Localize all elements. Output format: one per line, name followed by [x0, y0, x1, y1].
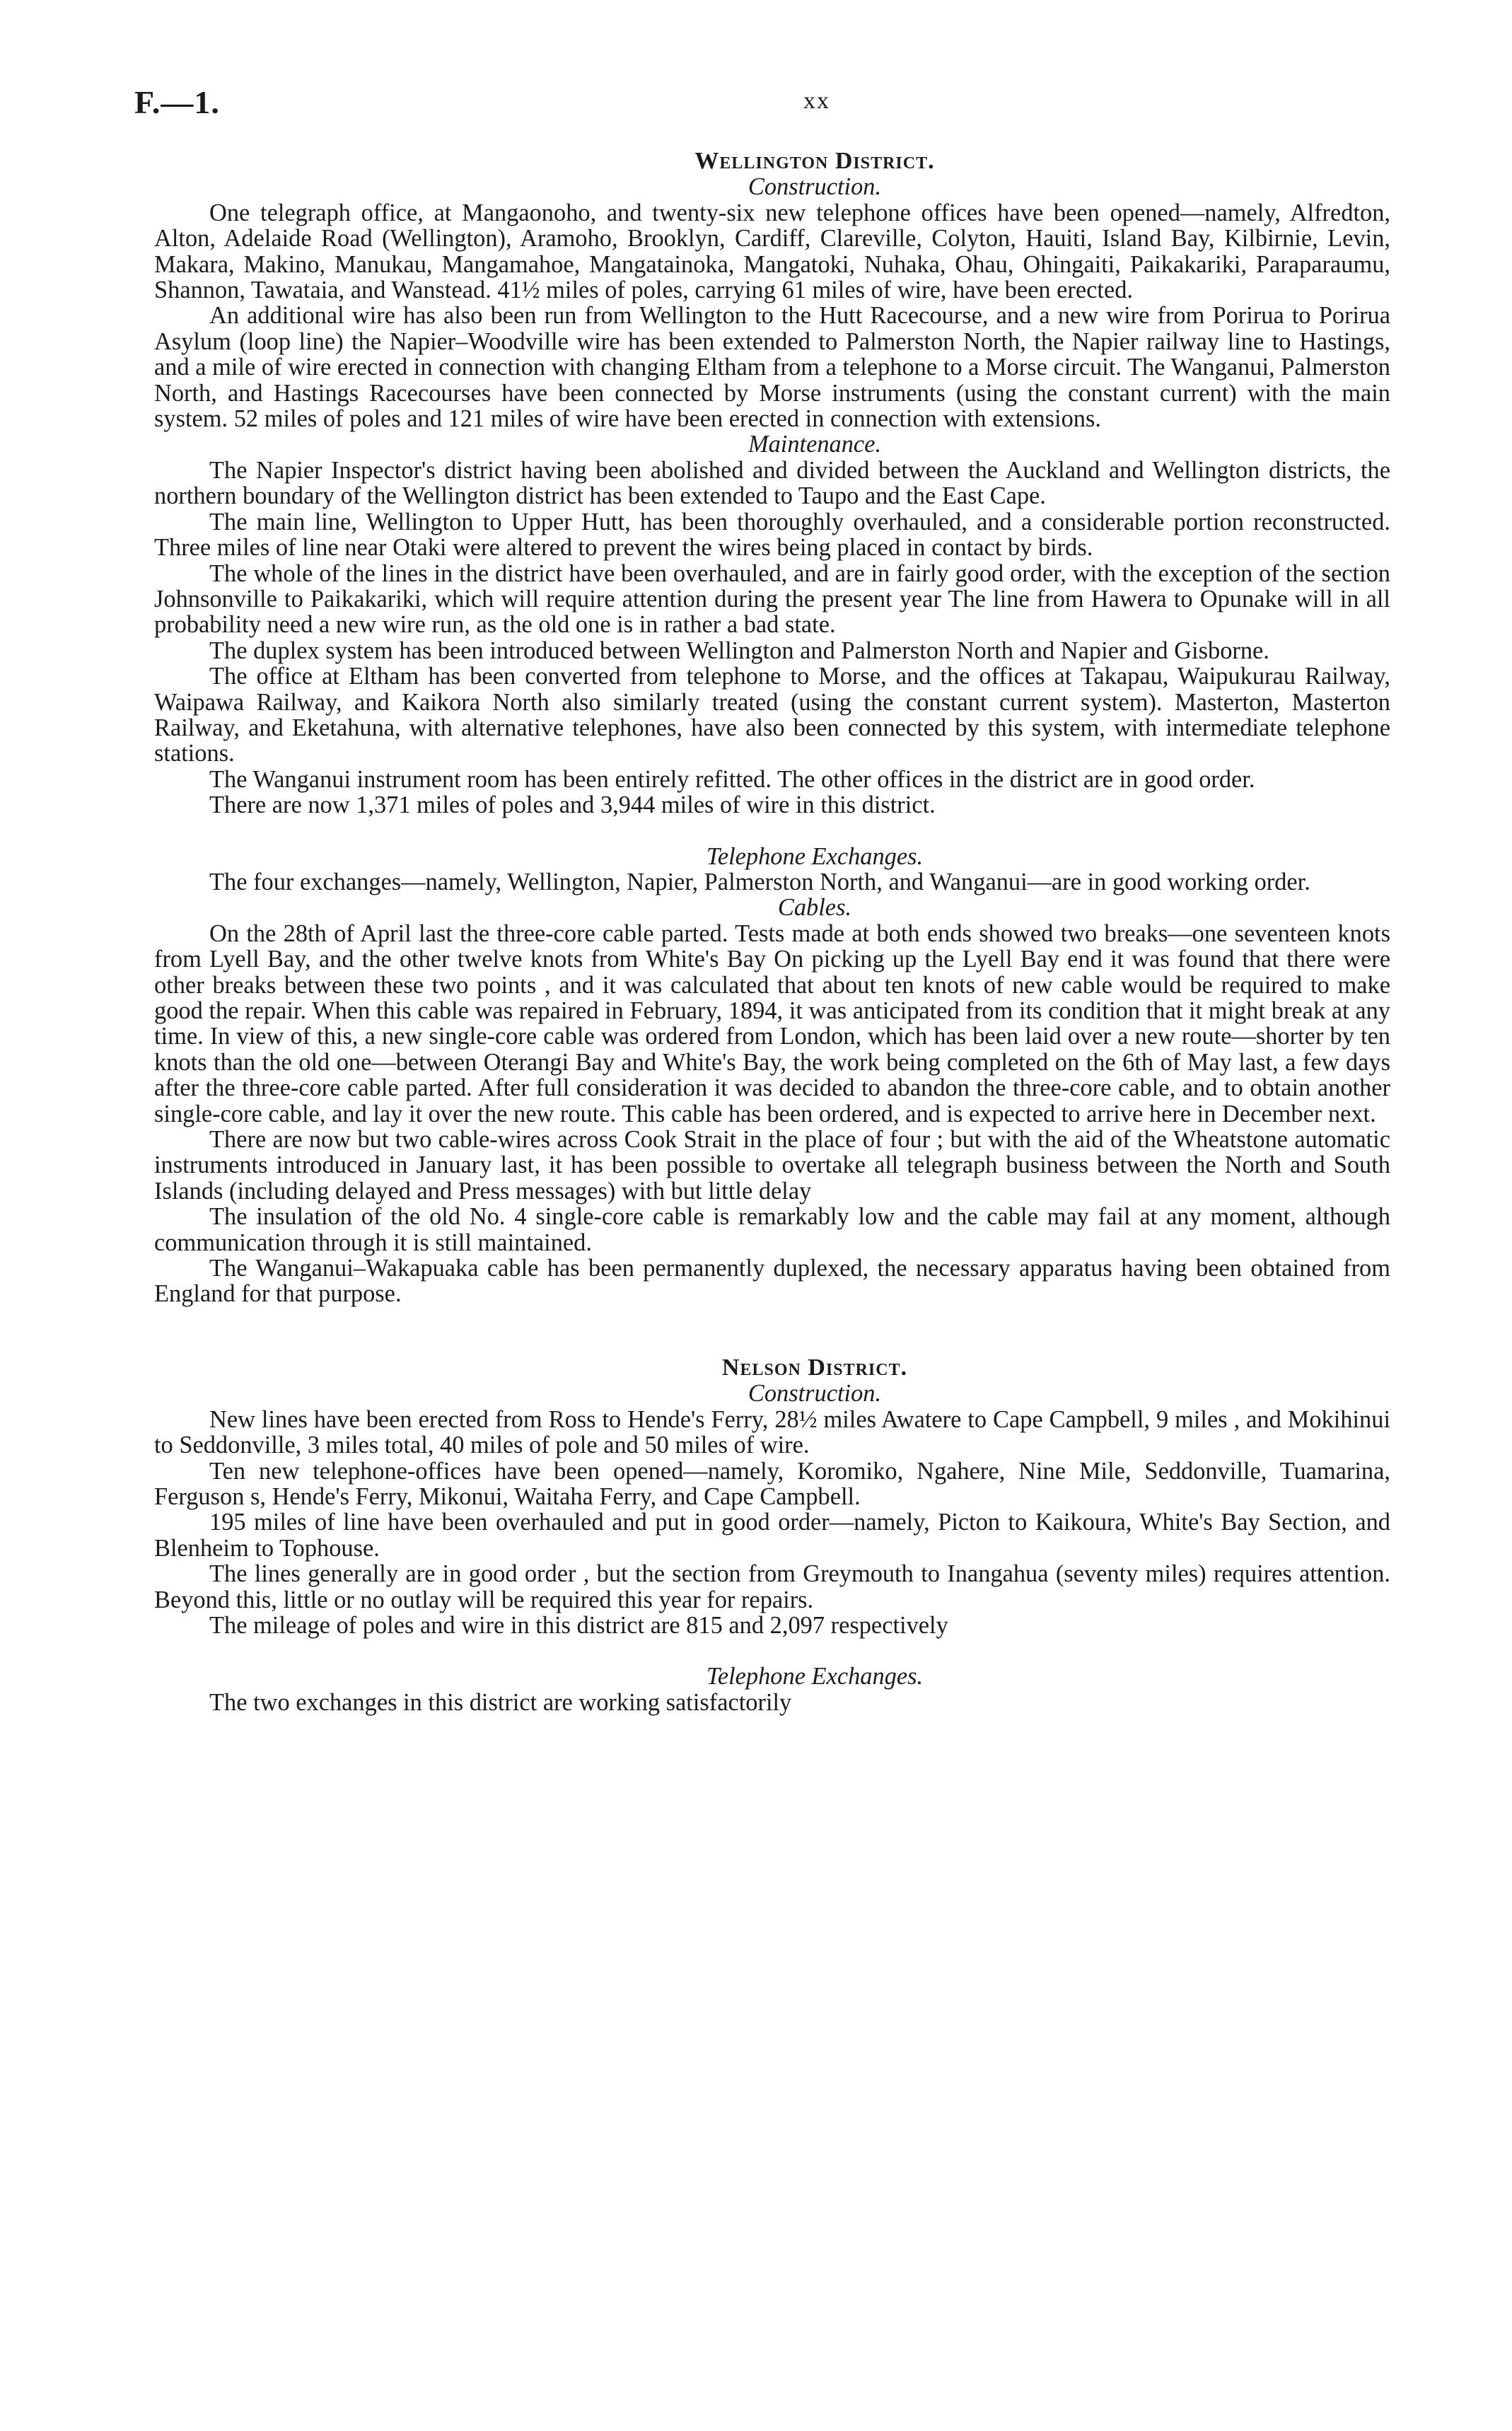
wellington-district-section: [154, 149, 1390, 1307]
paragraph: One telegraph office, at Mangaonoho, and twenty-six new telephone offices have been opened—namely, Alfredton, Alton, Adelaide Road (Wellington), Aramoho, Brooklyn, Cardiff, Clareville, Colyton, Hauiti, Island Bay, Kilbirnie, Levin, Makara, Makino, Manukau, Mangamahoe, Mangatainoka, Mangatoki, Nuhaka, Ohau, Ohingaiti, Paikakariki, Paraparaumu, Shannon, Tawataia, and Wanstead. 41½ miles of poles, carrying 61 miles of wire, have been erected.: [154, 199, 1390, 304]
document-reference: F.—1.: [134, 84, 220, 120]
wellington-construction-heading: Construction.: [748, 173, 882, 201]
paragraph: The office at Eltham has been converted from telephone to Morse, and the offices at Takapau, Waipukurau Railway, Waipawa Railway, and Kaikora North also similarly treated (using the constant current system). Masterton, Masterton Railway, and Eketahuna, with alternative telephones, have also been connected by this system, with intermediate telephone stations.: [154, 663, 1390, 767]
paragraph: The whole of the lines in the district have been overhauled, and are in fairly good order, with the exception of the section Johnsonville to Paikakariki, which will require attention during the present year The line from Hawera to Opunake will in all probability need a new wire run, as the old one is in rather a bad state.: [154, 559, 1390, 639]
paragraph: The Napier Inspector's district having been abolished and divided between the Auckland and Wellington districts, the northern boundary of the Wellington district has been extended to Taupo and the East Cape.: [154, 456, 1390, 510]
paragraph: The lines generally are in good order , but the section from Greymouth to Inangahua (seventy miles) requires attention. Beyond this, little or no outlay will be required this year for repairs.: [154, 1560, 1390, 1613]
spacer: [154, 1307, 1390, 1355]
paragraph: The insulation of the old No. 4 single-core cable is remarkably low and the cable may fail at any moment, although communication through it is still maintained.: [154, 1203, 1390, 1256]
nelson-district-title: Nelson District.: [721, 1354, 908, 1381]
running-header: [134, 83, 1386, 126]
paragraph: New lines have been erected from Ross to Hende's Ferry, 28½ miles Awatere to Cape Campbell, 9 miles , and Mokihinui to Seddonville, 3 miles total, 40 miles of pole and 50 miles of wire.: [154, 1405, 1390, 1459]
wellington-cables-heading: Cables.: [777, 894, 852, 922]
spacer: [154, 818, 1390, 844]
paragraph: On the 28th of April last the three-core cable parted. Tests made at both ends showed two breaks—one seventeen knots from Lyell Bay, and the other twelve knots from White's Bay On picking up the Lyell Bay end it was found that there were other breaks between these two points , and it was calculated that about ten knots of new cable would be required to make good the repair. When this cable was repaired in February, 1894, it was anticipated from its condition that it might break at any time. In view of this, a new single-core cable was ordered from London, which has been laid over a new route—shorter by ten knots than the old one—between Oterangi Bay and White's Bay, the work being completed on the 6th of May last, a few days after the three-core cable parted. After full consideration it was decided to abandon the three-core cable, and to obtain another single-core cable, and lay it over the new route. This cable has been ordered, and is expected to arrive here in December next.: [154, 919, 1390, 1127]
wellington-maintenance-heading: Maintenance.: [748, 431, 882, 458]
paragraph: The two exchanges in this district are working satisfactorily: [209, 1688, 792, 1716]
paragraph: The Wanganui–Wakapuaka cable has been permanently duplexed, the necessary apparatus having been obtained from England for that purpose.: [154, 1255, 1390, 1308]
paragraph: The Wanganui instrument room has been entirely refitted. The other offices in the district are in good order.: [209, 765, 1255, 793]
paragraph: 195 miles of line have been overhauled and put in good order—namely, Picton to Kaikoura, White's Bay Section, and Blenheim to Tophouse.: [154, 1509, 1390, 1562]
paragraph: There are now 1,371 miles of poles and 3,944 miles of wire in this district.: [209, 791, 936, 819]
paragraph: An additional wire has also been run from Wellington to the Hutt Racecourse, and a new wire from Porirua to Porirua Asylum (loop line) the Napier–Woodville wire has been extended to Palmerston North, the Napier railway line to Hastings, and a mile of wire erected in connection with changing Eltham from a telephone to a Morse circuit. The Wanganui, Palmerston North, and Hastings Racecourses have been connected by Morse instruments (using the constant current) with the main system. 52 miles of poles and 121 miles of wire have been erected in connection with extensions.: [154, 302, 1390, 433]
nelson-telephone-exchanges-heading: Telephone Exchanges.: [706, 1663, 924, 1690]
paragraph: The main line, Wellington to Upper Hutt, has been thoroughly overhauled, and a considerable portion reconstructed. Three miles of line near Otaki were altered to prevent the wires being placed in contact by birds.: [154, 508, 1390, 562]
paragraph: The duplex system has been introduced between Wellington and Palmerston North and Napier and Gisborne.: [209, 637, 1269, 664]
paragraph: There are now but two cable-wires across Cook Strait in the place of four ; but with the aid of the Wheatstone automatic instruments introduced in January last, it has been possible to overtake all telegraph business between the North and South Islands (including delayed and Press messages) with but little delay: [154, 1126, 1390, 1205]
paragraph: The mileage of poles and wire in this district are 815 and 2,097 respectively: [209, 1611, 948, 1639]
nelson-construction-heading: Construction.: [748, 1380, 882, 1408]
paragraph: Ten new telephone-offices have been opened—namely, Koromiko, Ngahere, Nine Mile, Seddonville, Tuamarina, Ferguson s, Hende's Ferry, Mikonui, Waitaha Ferry, and Cape Campbell.: [154, 1457, 1390, 1510]
nelson-district-section: [154, 1355, 1390, 1715]
page-number: xx: [803, 88, 830, 114]
spacer: [154, 1638, 1390, 1664]
wellington-telephone-exchanges-heading: Telephone Exchanges.: [706, 842, 924, 870]
document-body: [154, 149, 1390, 1715]
wellington-district-title: Wellington District.: [694, 148, 935, 174]
paragraph: The four exchanges—namely, Wellington, Napier, Palmerston North, and Wanganui—are in good working order.: [209, 868, 1310, 895]
